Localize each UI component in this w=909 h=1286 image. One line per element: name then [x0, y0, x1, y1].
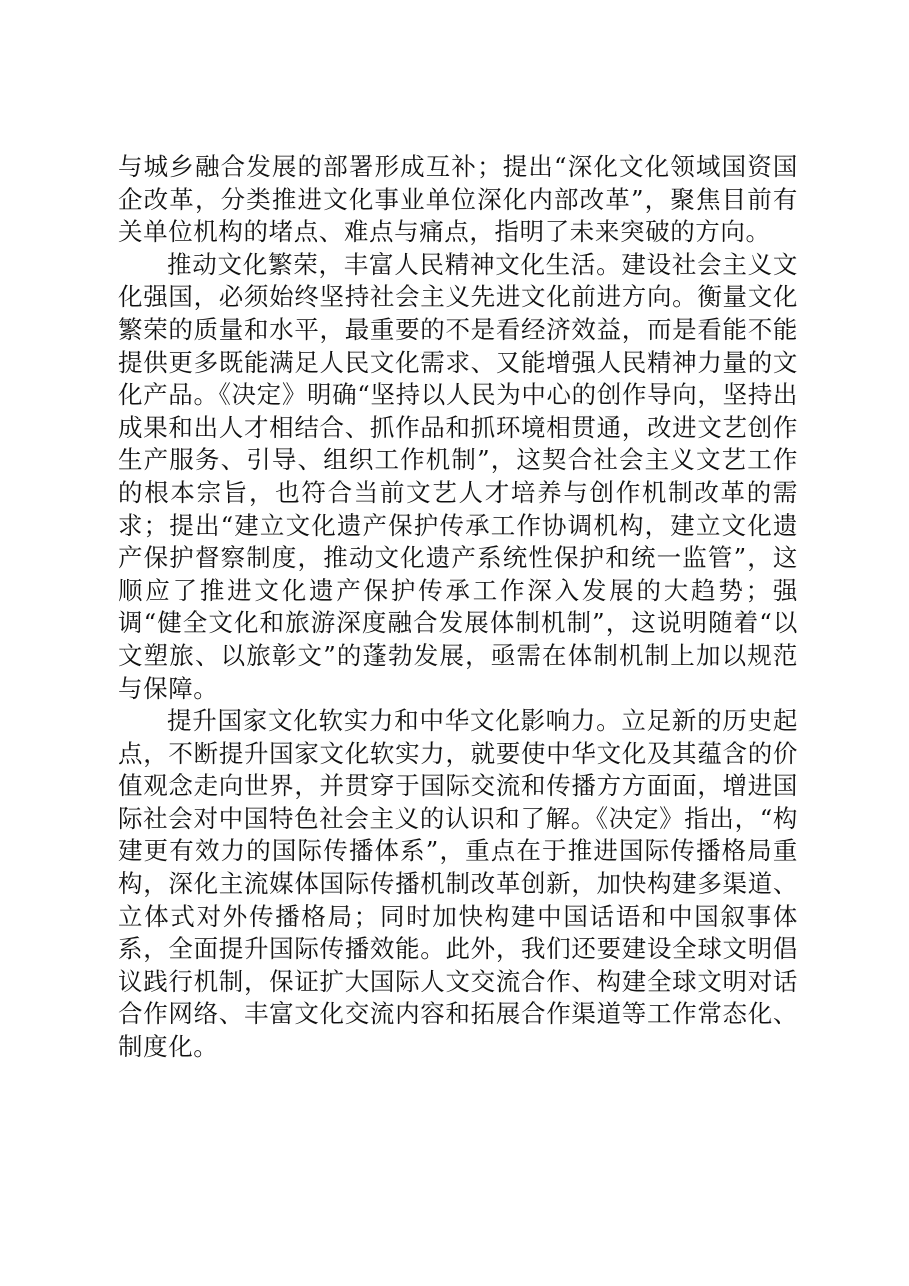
paragraph-soft-power: 提升国家文化软实力和中华文化影响力。立足新的历史起点，不断提升国家文化软实力，就要使中华文化及其蕴含的价值观念走向世界，并贯穿于国际交流和传播方方面面，增进国际社会对中国特色社会主义的认识和了解。《决定》指出，“构建更有效力的国际传播体系”，重点在于推进国际传播格局重构，深化主流媒体国际传播机制改革创新，加快构建多渠道、立体式对外传播格局；同时加快构建中国话语和中国叙事体系，全面提升国际传播效能。此外，我们还要建设全球文明倡议践行机制，保证扩大国际人文交流合作、构建全球文明对话合作网络、丰富文化交流内容和拓展合作渠道等工作常态化、制度化。 — [118, 706, 798, 1062]
document-body — [118, 151, 798, 1064]
paragraph-culture-prosperity: 推动文化繁荣，丰富人民精神文化生活。建设社会主义文化强国，必须始终坚持社会主义先进文化前进方向。衡量文化繁荣的质量和水平，最重要的不是看经济效益，而是看能不能提供更多既能满足人民文化需求、又能增强人民精神力量的文化产品。《决定》明确“坚持以人民为中心的创作导向，坚持出成果和出人才相结合、抓作品和抓环境相贯通，改进文艺创作生产服务、引导、组织工作机制”，这契合社会主义文艺工作的根本宗旨，也符合当前文艺人才培养与创作机制改革的需求；提出“建立文化遗产保护传承工作协调机构，建立文化遗产保护督察制度，推动文化遗产系统性保护和统一监管”，这顺应了推进文化遗产保护传承工作深入发展的大趋势；强调“健全文化和旅游深度融合发展体制机制”，这说明随着“以文塑旅、以旅彰文”的蓬勃发展，亟需在体制机制上加以规范与保障。 — [118, 249, 798, 703]
paragraph-continuation: 与城乡融合发展的部署形成互补；提出“深化文化领域国资国企改革，分类推进文化事业单位深化内部改革”，聚焦目前有关单位机构的堵点、难点与痛点，指明了未来突破的方向。 — [118, 152, 798, 247]
